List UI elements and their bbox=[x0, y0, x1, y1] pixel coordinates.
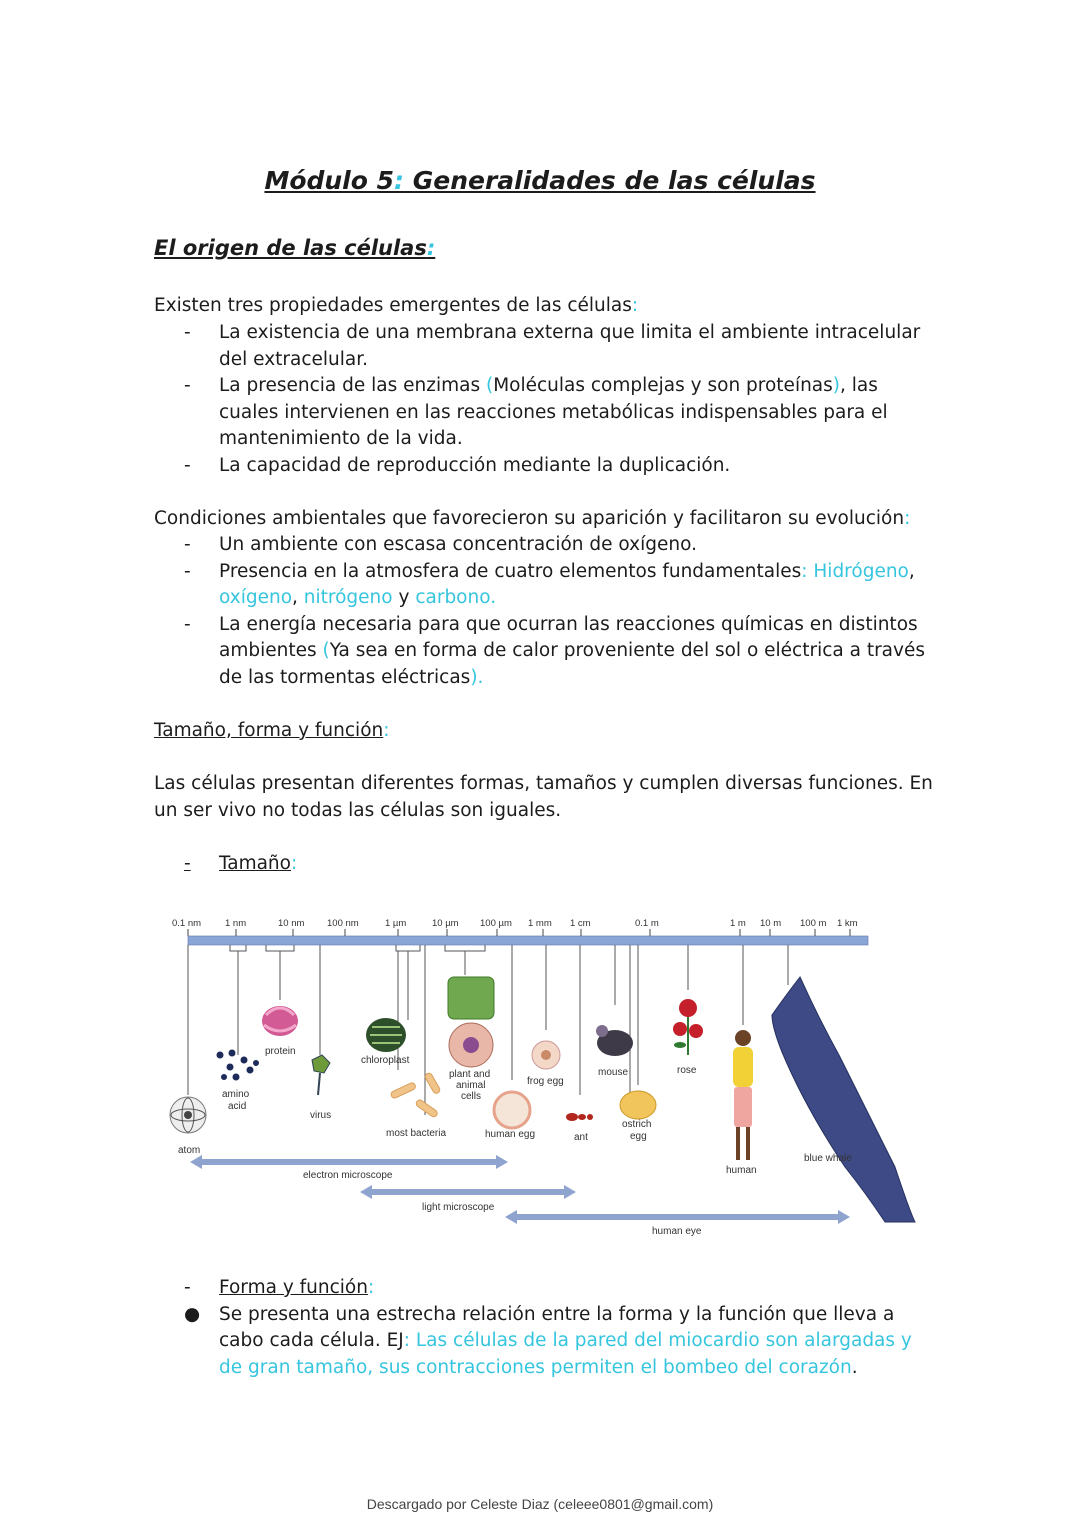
rose-icon bbox=[673, 999, 703, 1055]
section-heading-size-shape: Tamaño, forma y función: bbox=[154, 720, 390, 741]
tick-label: 100 nm bbox=[327, 918, 359, 929]
plant-animal-cells-icon bbox=[448, 977, 494, 1067]
tick-label: 1 mm bbox=[528, 918, 552, 929]
mouse-icon bbox=[596, 1025, 633, 1056]
human-eye-range bbox=[505, 1210, 850, 1224]
amino-acid-label: amino bbox=[222, 1089, 250, 1100]
tick-label: 10 m bbox=[760, 918, 782, 929]
electron-microscope-label: electron microscope bbox=[303, 1170, 393, 1181]
chloroplast-label: chloroplast bbox=[361, 1055, 410, 1066]
ostrich-egg-label: egg bbox=[630, 1131, 647, 1142]
list-item: - La energía necesaria para que ocurran las reacciones químicas en distintos ambientes (Ya sea en forma de calor proveniente del sol o eléctrica a través de las tormentas eléctricas). bbox=[184, 613, 925, 688]
size-shape-paragraph: Las células presentan diferentes formas, tamaños y cumplen diversas funciones. En un ser vivo no todas las células son iguales. bbox=[154, 773, 933, 821]
conditions-list bbox=[154, 532, 934, 691]
download-footer: Descargado por Celeste Diaz (celeee0801@gmail.com) bbox=[366, 1496, 714, 1512]
frog-egg-icon bbox=[532, 1041, 560, 1069]
list-item: - Forma y función: bbox=[184, 1277, 375, 1298]
size-subheading bbox=[154, 851, 934, 878]
virus-label: virus bbox=[310, 1110, 332, 1121]
list-item: - La existencia de una membrana externa que limita el ambiente intracelular del extracelular. bbox=[184, 322, 921, 370]
protein-icon bbox=[262, 1006, 298, 1036]
intro-conditions: Condiciones ambientales que favorecieron su aparición y facilitaron su evolución: bbox=[154, 508, 911, 529]
bacteria-icon bbox=[390, 1072, 441, 1118]
light-microscope-range bbox=[360, 1185, 576, 1199]
properties-list bbox=[154, 320, 934, 479]
amino-acid-label: acid bbox=[228, 1101, 247, 1112]
ostrich-egg-label: ostrich bbox=[622, 1119, 652, 1130]
ant-icon bbox=[566, 1113, 593, 1121]
atom-icon bbox=[170, 1097, 206, 1133]
list-item: - Presencia en la atmosfera de cuatro elementos fundamentales: Hidrógeno, oxígeno, nitrógeno y carbono. bbox=[184, 560, 915, 608]
human-egg-icon bbox=[494, 1092, 530, 1128]
list-item: - La capacidad de reproducción mediante la duplicación. bbox=[184, 454, 731, 476]
rose-label: rose bbox=[677, 1065, 697, 1076]
tick-label: 1 nm bbox=[225, 918, 247, 929]
electron-microscope-range bbox=[190, 1155, 508, 1169]
ant-label: ant bbox=[574, 1132, 588, 1143]
light-microscope-label: light microscope bbox=[422, 1202, 495, 1213]
tick-label: 10 µm bbox=[432, 918, 459, 929]
chloroplast-icon bbox=[366, 1018, 406, 1052]
human-label: human bbox=[726, 1165, 757, 1176]
protein-label: protein bbox=[265, 1046, 296, 1057]
virus-icon bbox=[312, 1055, 330, 1095]
cells-label: animal bbox=[456, 1080, 486, 1091]
list-item: - La presencia de las enzimas (Moléculas complejas y son proteínas), las cuales intervienen en las reacciones metabólicas indispensables para el mantenimiento de la vida. bbox=[184, 375, 888, 449]
tick-label: 100 m bbox=[800, 918, 827, 929]
tick-label: 0.1 m bbox=[635, 918, 659, 929]
ostrich-egg-icon bbox=[620, 1091, 656, 1119]
tick-label: 1 km bbox=[837, 918, 858, 929]
tick-label: 1 cm bbox=[570, 918, 591, 929]
shape-subheading bbox=[154, 1275, 934, 1381]
section-heading-origin: El origen de las células: bbox=[154, 236, 436, 260]
cells-label: plant and bbox=[449, 1069, 491, 1080]
tick-label: 1 m bbox=[730, 918, 746, 929]
cells-label: cells bbox=[461, 1091, 482, 1102]
tick-label: 100 µm bbox=[480, 918, 512, 929]
human-eye-label: human eye bbox=[652, 1226, 702, 1237]
scale-bar bbox=[188, 936, 868, 945]
list-item: - Un ambiente con escasa concentración de oxígeno. bbox=[184, 534, 697, 555]
frog-egg-label: frog egg bbox=[527, 1076, 564, 1087]
cell-size-scale-figure bbox=[160, 905, 925, 1243]
human-egg-label: human egg bbox=[485, 1129, 536, 1140]
atom-label: atom bbox=[178, 1145, 201, 1156]
page-title: Módulo 5: Generalidades de las células bbox=[264, 166, 816, 195]
list-item: - Tamaño: bbox=[184, 853, 298, 874]
bacteria-label: most bacteria bbox=[386, 1128, 447, 1139]
blue-whale-icon bbox=[772, 977, 915, 1222]
tick-label: 0.1 nm bbox=[172, 918, 202, 929]
blue-whale-label: blue whale bbox=[804, 1153, 852, 1164]
list-item: ● Se presenta una estrecha relación entre la forma y la función que lleva a cabo cada célula. EJ: Las células de la pared del miocardio son alargadas y de gran tamaño, sus contracciones permiten el bombeo del corazón. bbox=[184, 1303, 912, 1378]
human-icon bbox=[733, 1030, 753, 1160]
mouse-label: mouse bbox=[598, 1067, 629, 1078]
intro-properties: Existen tres propiedades emergentes de las células: bbox=[154, 295, 639, 316]
tick-label: 1 µm bbox=[385, 918, 407, 929]
tick-label: 10 nm bbox=[278, 918, 305, 929]
